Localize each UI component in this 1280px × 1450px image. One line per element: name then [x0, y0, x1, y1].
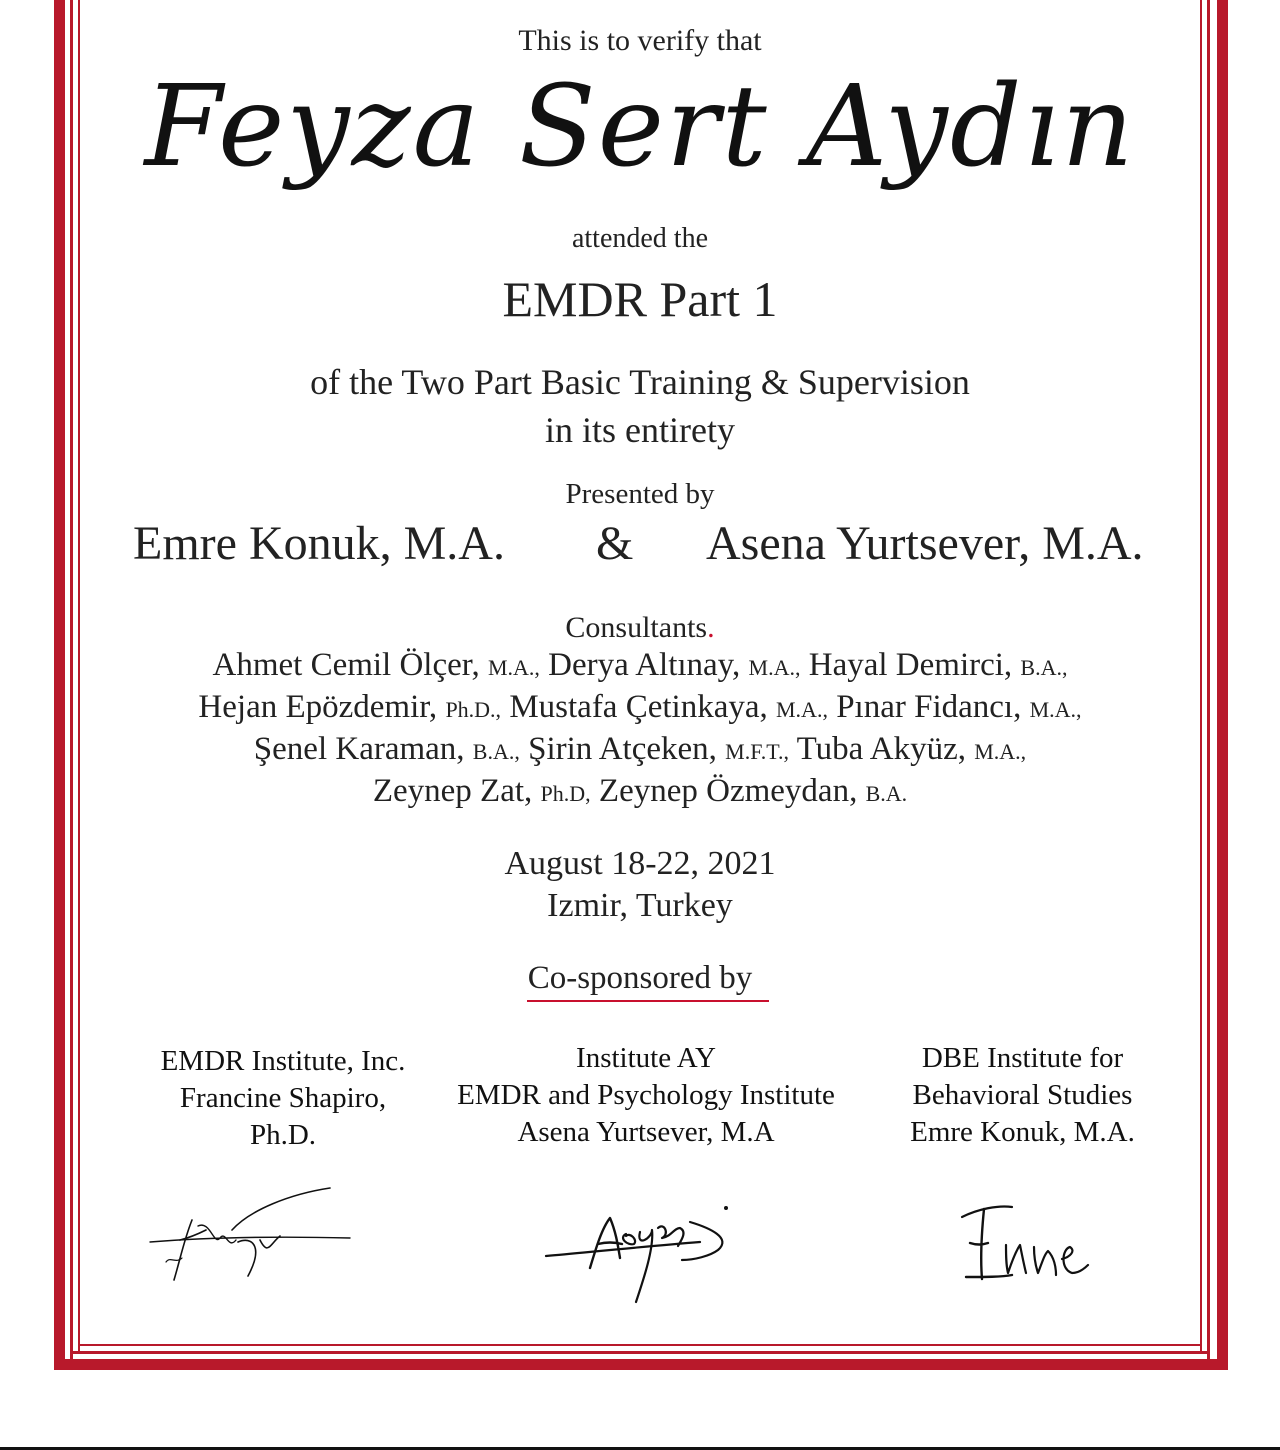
recipient-name: Feyza Sert Aydın: [144, 62, 1136, 192]
sponsor-line: Asena Yurtsever, M.A: [517, 1116, 775, 1148]
program-line-2: in its entirety: [545, 410, 735, 450]
consultant-degree: Ph.D,: [540, 781, 591, 806]
border-right-outer: [1217, 0, 1228, 1370]
consultant-name: Şirin Atçeken,: [519, 731, 726, 767]
consultant-name: Hejan Epözdemir,: [198, 689, 446, 725]
consultant-name: Pınar Fidancı,: [827, 689, 1030, 725]
consultant-name: Derya Altınay,: [539, 647, 749, 683]
border-bottom-outer: [54, 1359, 1228, 1370]
consultants-label: [0, 611, 1280, 645]
sponsor-line: Institute AY: [576, 1042, 716, 1074]
consultant-degree: M.A.,: [1029, 697, 1082, 722]
consultant-line-2: [0, 689, 1280, 726]
consultant-degree: M.F.T.,: [725, 739, 790, 764]
consultant-degree: M.A.,: [776, 697, 828, 722]
sponsor-institute-ay: [436, 1040, 856, 1151]
consultant-line-4: [0, 773, 1280, 810]
consultant-degree: M.A.,: [974, 739, 1027, 764]
presenter-2: Asena Yurtsever, M.A.: [706, 517, 1144, 570]
signature-asena-yurtsever: [540, 1198, 740, 1318]
program-description: [0, 358, 1280, 454]
sponsor-line: Ph.D.: [249, 1119, 317, 1151]
consultant-degree: B.A.,: [472, 739, 520, 764]
consultant-name: Ahmet Cemil Ölçer,: [212, 647, 488, 683]
consultant-line-1: [0, 647, 1280, 684]
consultant-degree: M.A.,: [748, 655, 801, 680]
consultants-label-text: Consultants: [565, 611, 708, 644]
consultant-name: Mustafa Çetinkaya,: [501, 689, 776, 725]
consultant-degree: B.A.: [865, 781, 908, 806]
sponsor-line: Behavioral Studies: [912, 1079, 1133, 1111]
consultant-name: Zeynep Zat,: [372, 773, 541, 809]
sponsor-line: Emre Konuk, M.A.: [910, 1116, 1135, 1148]
cosponsored-label: Co-sponsored by: [527, 960, 753, 996]
consultant-name: Zeynep Özmeydan,: [590, 773, 866, 809]
cosponsored-underline: [527, 1000, 769, 1002]
presented-by-label: Presented by: [565, 478, 715, 510]
program-line-1: of the Two Part Basic Training & Supervision: [310, 362, 970, 402]
signature-emre-konuk: [950, 1195, 1110, 1300]
consultant-degree: Ph.D.,: [445, 697, 502, 722]
event-date: August 18-22, 2021: [504, 845, 776, 882]
sponsor-line: Francine Shapiro,: [179, 1082, 387, 1114]
sponsor-emdr-institute: [133, 1043, 433, 1154]
consultant-degree: B.A.,: [1020, 655, 1068, 680]
presenter-ampersand: &: [596, 517, 634, 570]
consultant-name: Hayal Demirci,: [800, 647, 1021, 683]
border-left-outer: [54, 0, 65, 1370]
sponsor-line: EMDR Institute, Inc.: [160, 1045, 406, 1077]
signature-francine-shapiro: [140, 1180, 360, 1305]
border-bottom-inner: [78, 1344, 1202, 1346]
intro-text: This is to verify that: [518, 24, 762, 57]
attended-text: attended the: [571, 223, 709, 254]
consultant-degree: M.A.,: [487, 655, 540, 680]
consultants-label-dot: .: [707, 611, 715, 644]
border-bottom-middle: [70, 1351, 1210, 1354]
sponsor-dbe-institute: [880, 1040, 1165, 1151]
consultant-line-3: [0, 731, 1280, 768]
sponsor-line: DBE Institute for: [921, 1042, 1124, 1074]
course-title: EMDR Part 1: [502, 271, 778, 327]
presenter-1: Emre Konuk, M.A.: [133, 517, 505, 570]
sponsor-line: EMDR and Psychology Institute: [457, 1079, 835, 1111]
event-location: Izmir, Turkey: [547, 887, 733, 924]
consultant-name: Tuba Akyüz,: [789, 731, 975, 767]
consultant-name: Şenel Karaman,: [253, 731, 473, 767]
